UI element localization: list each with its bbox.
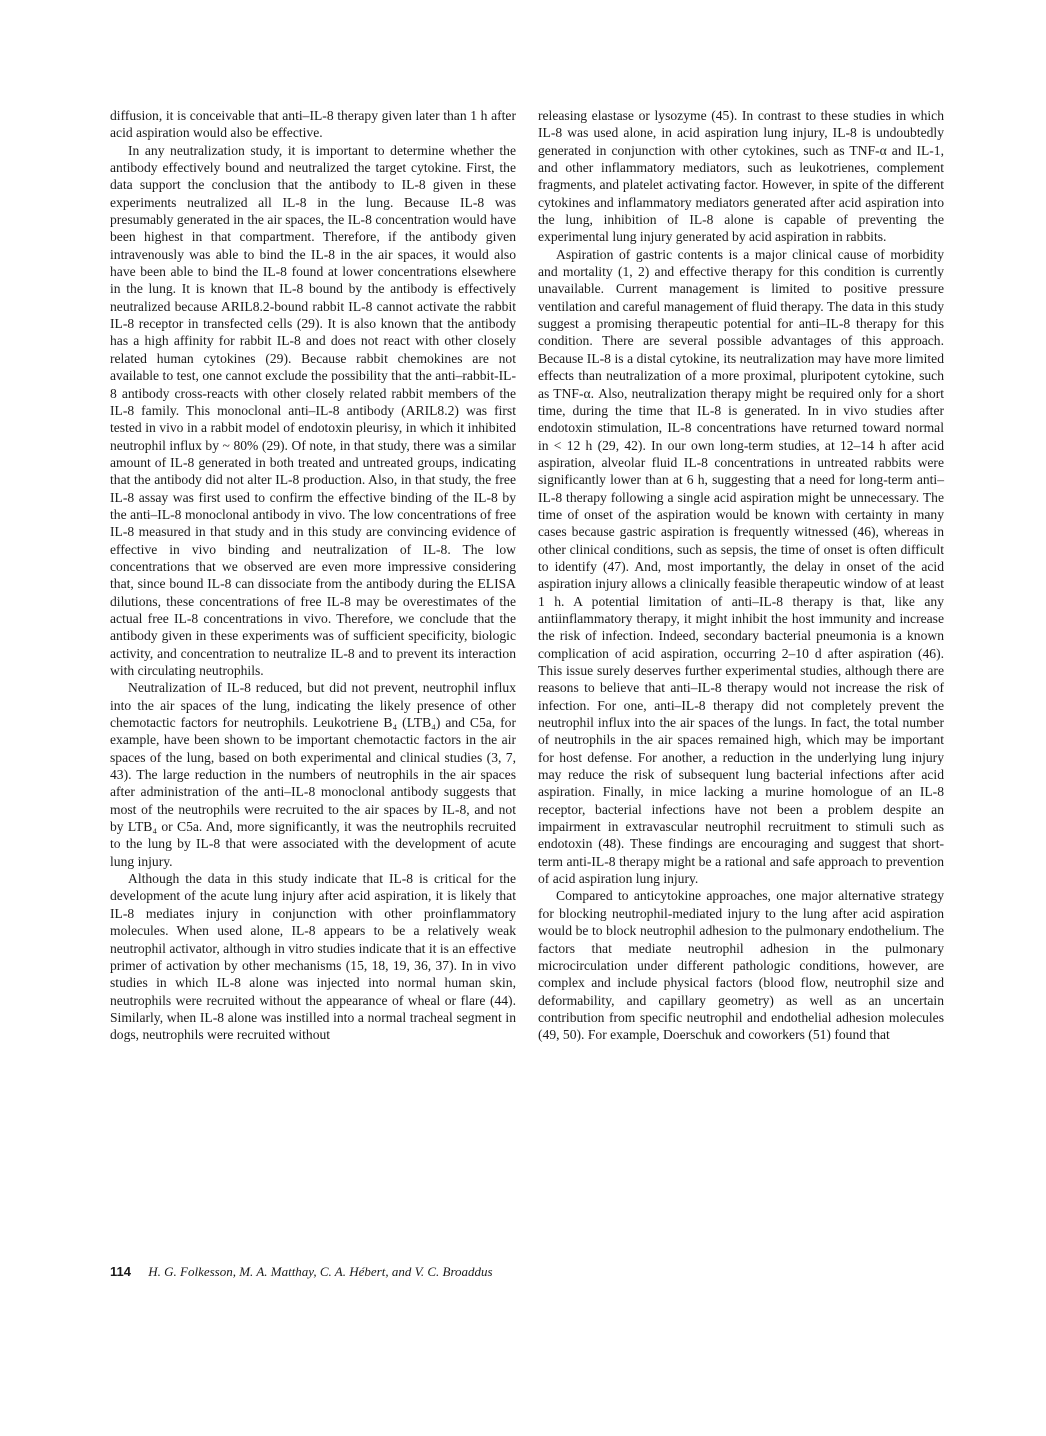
right-text-column (538, 107, 944, 1044)
left-text-column (110, 107, 516, 1044)
paragraph: releasing elastase or lysozyme (45). In contrast to these studies in which IL-8 was used alone, in acid aspiration lung injury, IL-8 is undoubtedly generated in conjunction with other cytokines, such as TNF-α and IL-1, and other inflammatory mediators, such as leukotrienes, complement fragments, and platelet activating factor. However, in spite of the different cytokines and inflammatory mediators generated after acid aspiration into the lung, inhibition of IL-8 alone is capable of preventing the experimental lung injury generated by acid aspiration in rabbits. (538, 108, 944, 245)
running-authors: H. G. Folkesson, M. A. Matthay, C. A. Hébert, and V. C. Broaddus (148, 1264, 493, 1279)
paragraph: In any neutralization study, it is important to determine whether the antibody effectively bound and neutralized the target cytokine. First, the data support the conclusion that the antibody to IL-8 given in these experiments neutralized all IL-8 in the lung. Because IL-8 was presumably generated in the air spaces, the IL-8 concentration would have been highest in that compartment. Therefore, if the antibody given intravenously was able to bind the IL-8 in the air spaces, it would also have been able to bind the IL-8 found at lower concentrations elsewhere in the lung. It is known that IL-8 bound by the antibody is effectively neutralized because ARIL8.2-bound rabbit IL-8 cannot activate the rabbit IL-8 receptor in transfected cells (29). It is also known that the antibody has a high affinity for rabbit IL-8 and does not react with other closely related human cytokines (29). Because rabbit chemokines are not available to test, one cannot exclude the possibility that the anti–rabbit-IL-8 antibody cross-reacts with other closely related rabbit members of the IL-8 family. This monoclonal anti–IL-8 antibody (ARIL8.2) was first tested in vivo in a rabbit model of endotoxin pleurisy, in which it inhibited neutrophil influx by ~ 80% (29). Of note, in that study, there was a similar amount of IL-8 generated in both treated and untreated groups, indicating that the antibody did not alter IL-8 production. Also, in that study, the free IL-8 assay was first used to confirm the effective binding of the IL-8 by the anti–IL-8 monoclonal antibody in vivo. The low concentrations of free IL-8 measured in that study and in this study are convincing evidence of effective in vivo binding and neutralization of IL-8. The low concentrations that we observed are even more impressive considering that, since bound IL-8 can dissociate from the antibody during the ELISA dilutions, these concentrations of free IL-8 may be overestimates of the actual free IL-8 concentrations in vivo. Therefore, we conclude that the antibody given in these experiments was of sufficient specificity, biologic activity, and concentration to neutralize IL-8 and to prevent its interaction with circulating neutrophils. (110, 142, 516, 678)
page-number: 114 (110, 1264, 131, 1279)
paragraph: Aspiration of gastric contents is a major clinical cause of morbidity and mortality (1, 2) and effective therapy for this condition is currently unavailable. Current management is limited to positive pressure ventilation and careful management of fluid therapy. The data in this study suggest a promising therapeutic potential for anti–IL-8 therapy for this condition. There are several possible advantages of this approach. Because IL-8 is a distal cytokine, its neutralization may have more limited effects than neutralization of a more proximal, pluripotent cytokine, such as TNF-α. Also, neutralization therapy might be required only for a short time, during the time that IL-8 is generated. In in vivo studies after endotoxin stimulation, IL-8 concentrations have returned toward normal in < 12 h (29, 42). In our own long-term studies, at 12–14 h after acid aspiration, alveolar fluid IL-8 concentrations in untreated rabbits were significantly lower than at 6 h, suggesting that a need for long-term anti–IL-8 therapy following a single acid aspiration might be unnecessary. The time of onset of the aspiration would be known with certainty in many cases because gastric aspiration is frequently witnessed (46), whereas in other clinical conditions, such as sepsis, the time of onset is often difficult to identify (47). And, most importantly, the delay in onset of the acid aspiration injury allows a clinically feasible therapeutic window of at least 1 h. A potential limitation of anti–IL-8 therapy is that, like any antiinflammatory therapy, it might inhibit the host immunity and increase the risk of infection. Indeed, secondary bacterial pneumonia is a known complication of acid aspiration, occurring 2–10 d after aspiration (46). This issue surely deserves further experimental studies, although there are reasons to believe that anti–IL-8 therapy would not increase the risk of infection. For one, anti–IL-8 therapy did not completely prevent the neutrophil influx into the air spaces of the lungs. In fact, the total number of neutrophils in the air spaces remained high, which may be important for host defense. For another, a reduction in the underlying lung injury may reduce the risk of subsequent lung bacterial infections after acid aspiration. Finally, in mice lacking a murine homologue of an IL-8 receptor, bacterial infections have not been a problem despite an impairment in extravascular neutrophil recruitment to stimuli such as endotoxin (48). These findings are encouraging and suggest that short-term anti-IL-8 therapy might be a rational and safe approach to prevention of acid aspiration lung injury. (538, 246, 944, 887)
paragraph: Neutralization of IL-8 reduced, but did not prevent, neutrophil influx into the air spaces of the lung, indicating the likely presence of other chemotactic factors for neutrophils. Leukotriene B₄ (LTB₄) and C5a, for example, have been shown to be important chemotactic factors in the air spaces of the lung, based on both experimental and clinical studies (3, 7, 43). The large reduction in the numbers of neutrophils in the air spaces after administration of the anti–IL-8 monoclonal antibody suggests that most of the neutrophils were recruited to the air spaces by IL-8, and not by LTB₄ or C5a. And, more significantly, it was the neutrophils recruited to the lung by IL-8 that were associated with the development of acute lung injury. (110, 680, 516, 869)
paragraph: diffusion, it is conceivable that anti–IL-8 therapy given later than 1 h after acid aspiration would also be effective. (110, 108, 516, 141)
paragraph: Although the data in this study indicate that IL-8 is critical for the development of the acute lung injury after acid aspiration, it is likely that IL-8 mediates injury in conjunction with other proinflammatory molecules. When used alone, IL-8 appears to be a relatively weak neutrophil activator, although in vitro studies indicate that it is an effective primer of activation by other mechanisms (15, 18, 19, 36, 37). In in vivo studies in which IL-8 alone was injected into normal human skin, neutrophils were recruited without the appearance of wheal or flare (44). Similarly, when IL-8 alone was instilled into a normal tracheal segment in dogs, neutrophils were recruited without (110, 871, 516, 1043)
paragraph: Compared to anticytokine approaches, one major alternative strategy for blocking neutrophil-mediated injury to the lung after acid aspiration would be to block neutrophil adhesion to the pulmonary endothelium. The factors that mediate neutrophil adhesion in the pulmonary microcirculation under different pathologic conditions, however, are complex and include physical factors (blood flow, neutrophil size and deformability, and capillary geometry) as well as an uncertain contribution from specific neutrophil and endothelial adhesion molecules (49, 50). For example, Doerschuk and coworkers (51) found that (538, 888, 944, 1043)
page-footer (110, 1264, 493, 1280)
